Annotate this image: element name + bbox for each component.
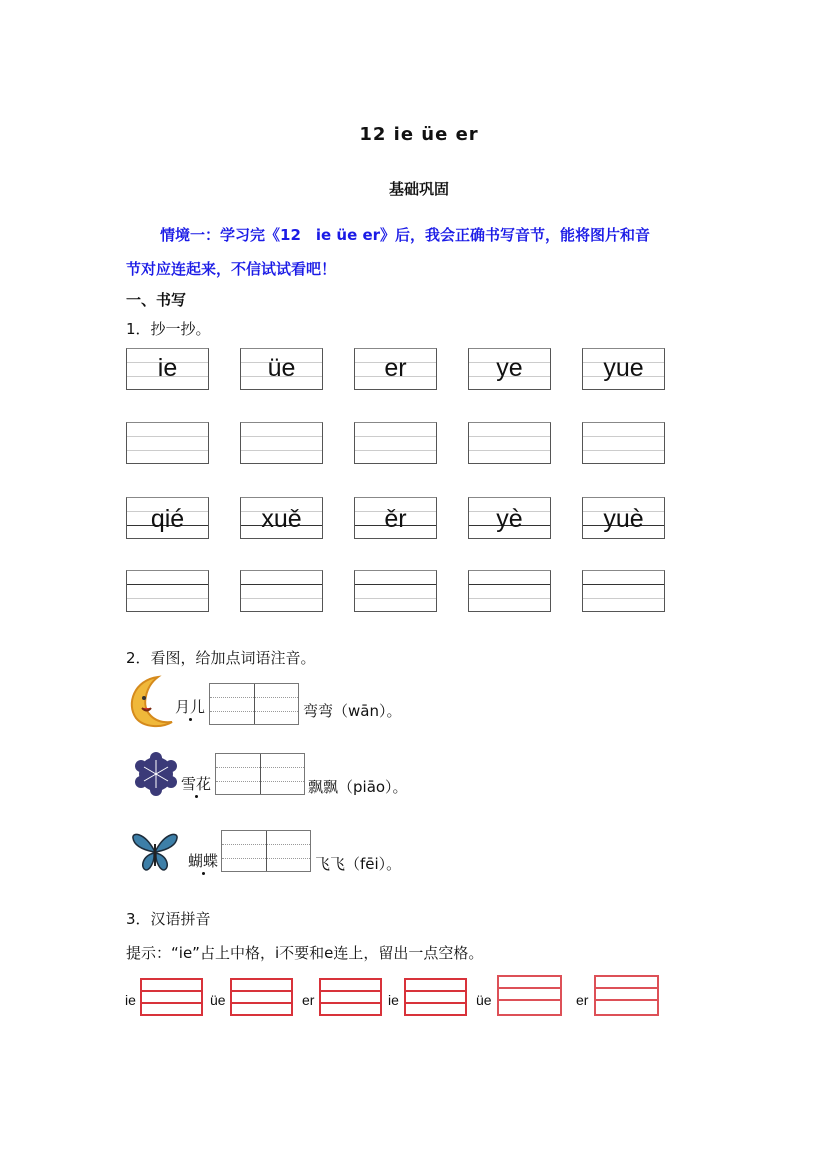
question-2-label: 2．看图，给加点词语注音。 (126, 649, 316, 667)
word-snowflake (181, 773, 211, 794)
grid-syllable: ye (496, 354, 523, 382)
four-line-grid[interactable] (468, 497, 551, 539)
four-line-grid[interactable] (354, 422, 437, 464)
four-line-grid[interactable] (582, 348, 665, 390)
grid-syllable: er (384, 354, 407, 382)
four-line-grid[interactable] (354, 570, 437, 612)
grid-syllable: ie (157, 354, 178, 382)
question-3-label: 3．汉语拼音 (126, 910, 211, 928)
pinyin-box-snowflake[interactable] (215, 753, 305, 795)
four-line-grid[interactable] (582, 497, 665, 539)
question-1-label: 1．抄一抄。 (126, 320, 211, 338)
red-grid-label: er (302, 992, 315, 1008)
moon-icon (124, 674, 174, 728)
grid-syllable: yuè (603, 505, 644, 533)
red-writing-grid[interactable] (230, 978, 293, 1016)
question-3-hint: 提示：“ie”占上中格，i不要和e连上，留出一点空格。 (126, 944, 484, 962)
grid-syllable: yè (496, 505, 523, 533)
dotted-word: 月儿 (175, 698, 206, 716)
section-heading-writing: 一、书写 (126, 291, 187, 309)
four-line-grid[interactable] (582, 422, 665, 464)
four-line-grid[interactable] (468, 422, 551, 464)
red-writing-grid[interactable] (319, 978, 382, 1016)
phrase-butterfly: 飞飞（fēi）。 (315, 855, 402, 873)
scenario-line-2: 节对应连起来，不信试试看吧！ (126, 260, 337, 278)
red-writing-grid[interactable] (140, 978, 203, 1016)
section-subtitle: 基础巩固 (388, 180, 449, 198)
four-line-grid[interactable] (126, 570, 209, 612)
page-title: 12 ie üe er (359, 124, 479, 145)
word-moon (175, 696, 205, 717)
pinyin-box-butterfly[interactable] (221, 830, 311, 872)
grid-syllable: ěr (384, 505, 407, 533)
phrase-snowflake: 飘飘（piāo）。 (308, 778, 408, 796)
red-writing-grid[interactable] (594, 975, 659, 1016)
grid-syllable: üe (267, 354, 296, 382)
scenario-line-1: 情境一：学习完《12 ie üe er》后，我会正确书写音节，能将图片和音 (160, 226, 651, 244)
four-line-grid[interactable] (468, 348, 551, 390)
word-butterfly (188, 850, 218, 871)
red-writing-grid[interactable] (404, 978, 467, 1016)
four-line-grid[interactable] (126, 348, 209, 390)
phrase-moon: 弯弯（wān）。 (303, 702, 402, 720)
dotted-word: 蝴蝶 (188, 852, 219, 870)
four-line-grid[interactable] (354, 348, 437, 390)
butterfly-icon (130, 830, 180, 874)
red-grid-label: üe (476, 992, 492, 1008)
red-grid-label: ie (388, 992, 399, 1008)
red-grid-label: üe (210, 992, 226, 1008)
four-line-grid[interactable] (240, 422, 323, 464)
grid-syllable: yue (603, 354, 644, 382)
four-line-grid[interactable] (240, 570, 323, 612)
four-line-grid[interactable] (126, 497, 209, 539)
grid-syllable: xuě (261, 505, 302, 533)
four-line-grid[interactable] (582, 570, 665, 612)
four-line-grid[interactable] (240, 497, 323, 539)
red-grid-label: er (576, 992, 589, 1008)
red-grid-label: ie (125, 992, 136, 1008)
four-line-grid[interactable] (354, 497, 437, 539)
grid-syllable: qié (150, 505, 185, 533)
four-line-grid[interactable] (240, 348, 323, 390)
four-line-grid[interactable] (468, 570, 551, 612)
red-writing-grid[interactable] (497, 975, 562, 1016)
pinyin-box-moon[interactable] (209, 683, 299, 725)
four-line-grid[interactable] (126, 422, 209, 464)
dotted-word: 雪花 (181, 775, 212, 793)
snowflake-icon (134, 752, 178, 796)
